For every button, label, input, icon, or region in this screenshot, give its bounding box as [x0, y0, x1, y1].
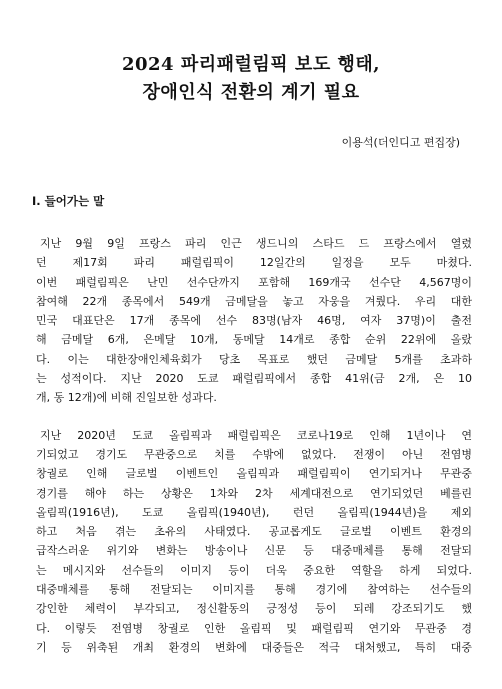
- text-line: 던 제17회 파리 패럴림픽이 12일간의 일정을 모두 마쳤다.: [36, 256, 472, 270]
- text-line: 는 메시지와 선수들의 이미지 등이 더욱 중요한 역할을 하게 되었다.: [36, 563, 472, 577]
- paragraph-2: [36, 426, 472, 658]
- paragraph-1: [36, 234, 472, 408]
- text-line: 참여해 22개 종목에서 549개 금메달을 놓고 자웅을 겨뤘다. 우리 대한: [36, 294, 472, 308]
- section-heading: I. 들어가는 말: [32, 194, 105, 208]
- text-line: 개, 동 12개)에 비해 진일보한 성과다.: [36, 391, 217, 405]
- text-line: 민국 대표단은 17개 종목에 선수 83명(남자 46명, 여자 37명)이 출전: [36, 314, 472, 328]
- author-byline: 이용석(더인디고 편집장): [341, 136, 460, 149]
- text-line: 올림픽(1916년), 도쿄 올림픽(1940년), 런던 올림픽(1944년)을 제외: [36, 505, 472, 519]
- text-line: 다. 이렇듯 전염병 창궐로 인한 올림픽 및 패럴림픽 연기와 무관중 경: [36, 621, 472, 635]
- text-line: 기 등 위축된 개최 환경의 변화에 대중들은 적극 대처했고, 특히 대중: [36, 640, 472, 654]
- document-title-line-2: 장애인식 전환의 계기 필요: [142, 82, 360, 103]
- text-line: 기되었고 경기도 무관중으로 치를 수밖에 없었다. 전쟁이 아닌 전염병: [36, 447, 472, 461]
- text-line: 경기를 해야 하는 상황은 1차와 2차 세계대전으로 연기되었던 베를린: [36, 486, 472, 500]
- document-title-line-1: 2024 파리패럴림픽 보도 행태,: [121, 54, 381, 75]
- text-line: 창궐로 인해 글로벌 이벤트인 올림픽과 패럴림픽이 연기되거나 무관중: [36, 467, 472, 481]
- text-line: 대중매체를 통해 전달되는 이미지를 통해 경기에 참여하는 선수들의: [36, 583, 472, 597]
- text-line: 지난 2020년 도쿄 올림픽과 패럴림픽은 코로나19로 인해 1년이나 연: [40, 428, 472, 442]
- text-line: 해 금메달 6개, 은메달 10개, 동메달 14개로 종합 순위 22위에 올랐: [36, 333, 472, 347]
- text-line: 강인한 체력이 부각되고, 정신활동의 긍정성 등이 되레 강조되기도 했: [36, 602, 472, 616]
- text-line: 다. 이는 대한장애인체육회가 당초 목표로 했던 금메달 5개를 초과하: [36, 352, 472, 366]
- text-line: 지난 9월 9일 프랑스 파리 인근 생드니의 스타드 드 프랑스에서 열렸: [40, 237, 472, 250]
- document-body: [36, 234, 472, 657]
- text-line: 는 성적이다. 지난 2020 도쿄 패럴림픽에서 종합 41위(금 2개, 은 10: [36, 372, 472, 386]
- text-line: 이번 패럴림픽은 난민 선수단까지 포함해 169개국 선수단 4,567명이: [36, 275, 472, 289]
- text-line: 급작스러운 위기와 변화는 방송이나 신문 등 대중매체를 통해 전달되: [36, 544, 472, 558]
- text-line: 하고 처음 겪는 초유의 사태였다. 공교롭게도 글로벌 이벤트 환경의: [36, 525, 472, 539]
